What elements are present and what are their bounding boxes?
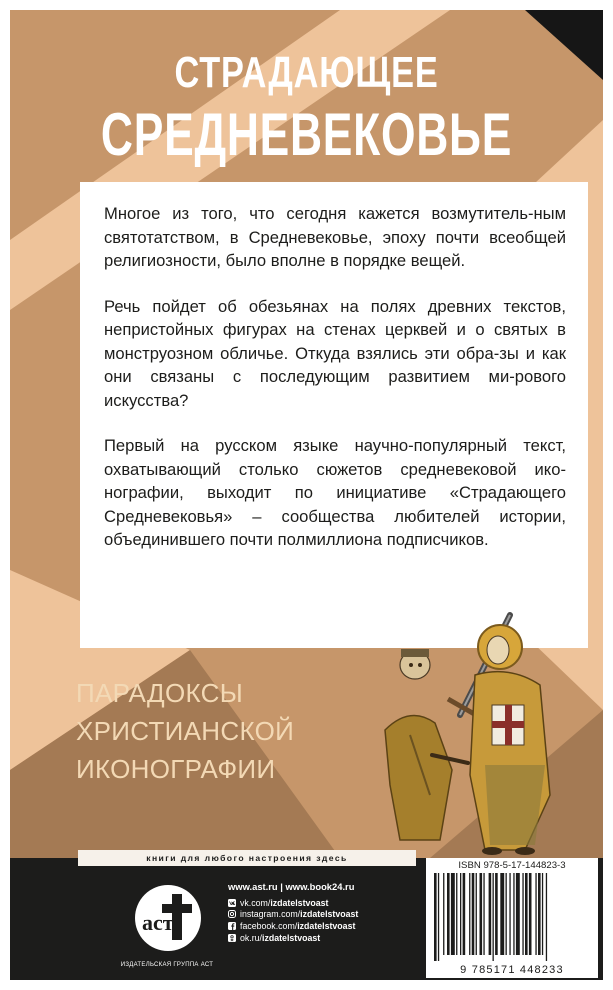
social-handle-vk: izdatelstvoast: [270, 897, 329, 908]
social-link-vk[interactable]: [228, 897, 358, 909]
isbn-label: ISBN 978-5-17-144823-3: [458, 860, 566, 871]
cover-subtitle: [76, 674, 376, 788]
medieval-knight-beheading-icon: [380, 595, 600, 860]
annotation-paragraph-1: Многое из того, что сегодня кажется возмутитель-ным святотатством, в Средневековье, эпоху почти всеобщей религиозности, было вполне в порядке вещей.: [104, 204, 566, 270]
social-prefix-vk: vk.com/: [240, 897, 271, 908]
annotation-panel: [80, 182, 588, 648]
social-link-odnoklassniki[interactable]: [228, 932, 358, 944]
book-back-cover: [10, 10, 603, 980]
social-links: [228, 897, 358, 943]
social-link-instagram[interactable]: [228, 909, 358, 921]
odnoklassniki-icon: [228, 934, 236, 942]
social-handle-instagram: izdatelstvoast: [300, 909, 359, 920]
cover-title-line1: СТРАДАЮЩЕЕ: [174, 48, 439, 97]
facebook-icon: [228, 922, 236, 930]
social-link-facebook[interactable]: [228, 920, 358, 932]
annotation-paragraph-3: Первый на русском языке научно-популярный текст, охватывающий столько сюжетов средневековой ико-нографии, выходит по инициативе «Страдающего Средневековья» – сообщества любителей истории, объединившего почти полмиллиона подписчиков.: [104, 436, 566, 549]
vk-icon: [228, 899, 236, 907]
subtitle-line-2: ХРИСТИАНСКОЙ: [76, 716, 295, 746]
barcode-icon: [432, 873, 592, 961]
social-prefix-facebook: facebook.com/: [240, 920, 298, 931]
annotation-paragraph-2: Речь пойдет об обезьянах на полях древних текстов, непристойных фигурах на стенах церквей и о святых в монструозном обличье. Откуда взялись эти обра-зы и как они связаны с последующим развитием ми-рового искусства?: [104, 296, 566, 410]
ast-logo-icon: [124, 880, 212, 960]
social-handle-facebook: izdatelstvoast: [297, 920, 356, 931]
publisher-logo-text: аст: [142, 910, 174, 935]
cover-title-line2: СРЕДНЕВЕКОВЬЕ: [100, 101, 513, 168]
subtitle-line-1: ПАРАДОКСЫ: [76, 678, 244, 708]
instagram-icon: [228, 910, 236, 918]
publisher-websites[interactable]: www.ast.ru | www.book24.ru: [228, 881, 355, 892]
social-handle-odnoklassniki: izdatelstvoast: [262, 932, 321, 943]
publisher-label: ИЗДАТЕЛЬСКАЯ ГРУППА АСТ: [120, 962, 214, 968]
social-prefix-odnoklassniki: ok.ru/: [240, 932, 263, 943]
social-prefix-instagram: instagram.com/: [240, 909, 301, 920]
subtitle-line-3: ИКОНОГРАФИИ: [76, 754, 276, 784]
tagline: книги для любого настроения здесь: [146, 853, 348, 863]
barcode-digits: 9 785171 448233: [460, 964, 564, 976]
